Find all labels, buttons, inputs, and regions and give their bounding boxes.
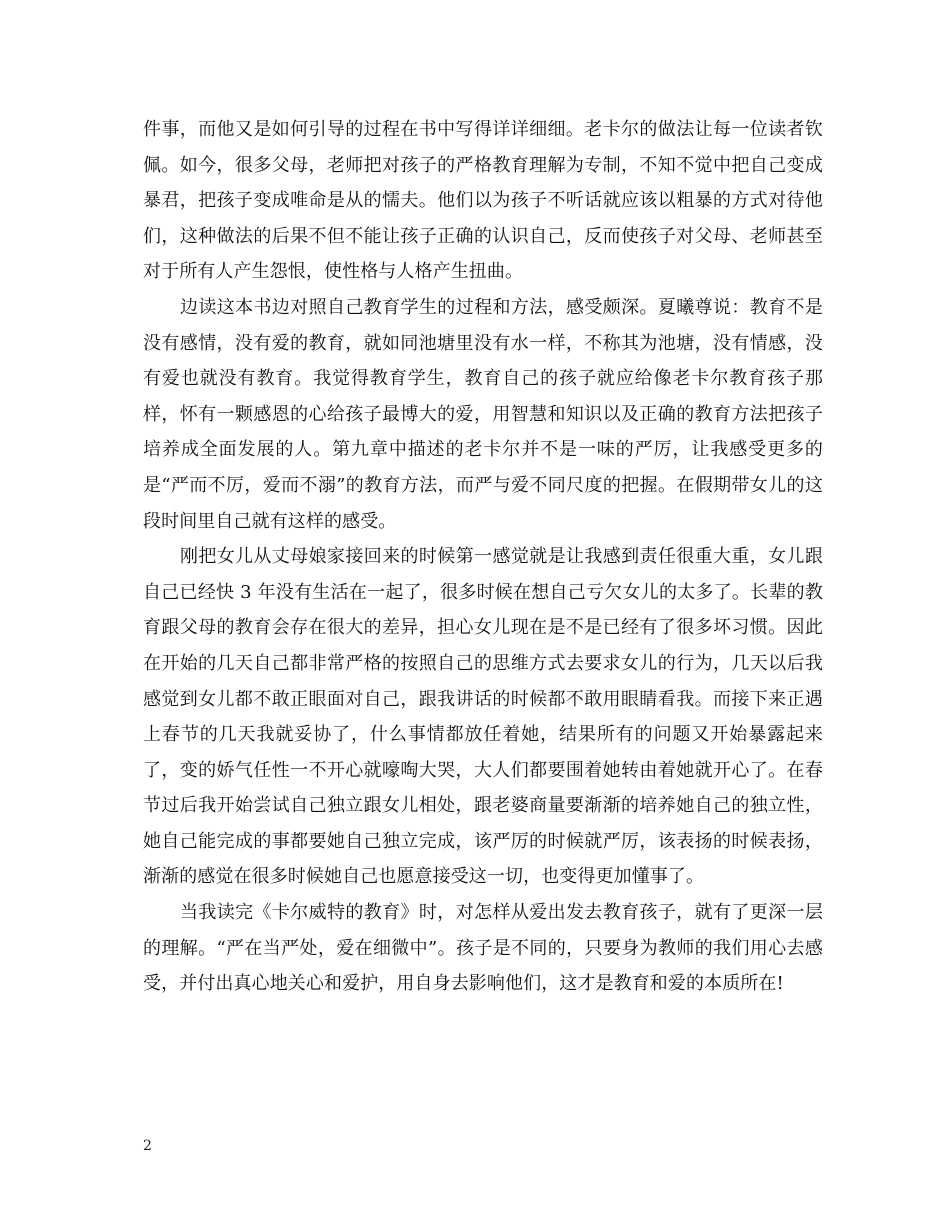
paragraph-3: 刚把女儿从丈母娘家接回来的时候第一感觉就是让我感到责任很重大重，女儿跟自己已经快 3 年没有生活在一起了，很多时候在想自己亏欠女儿的太多了。长辈的教育跟父母的教育会存在很大的差异，担心女儿现在是不是已经有了很多坏习惯。因此在开始的几天自己都非常严格的按照自己的思维方式去要求女儿的行为，几天以后我感觉到女儿都不敢正眼面对自己，跟我讲话的时候都不敢用眼睛看我。而接下来正遇上春节的几天我就妥协了，什么事情都放任着她，结果所有的问题又开始暴露起来了，变的娇气任性一不开心就嚎啕大哭，大人们都要围着她转由着她就开心了。在春节过后我开始尝试自己独立跟女儿相处，跟老婆商量要渐渐的培养她自己的独立性，她自己能完成的事都要她自己独立完成，该严厉的时候就严厉，该表扬的时候表扬，渐渐的感觉在很多时候她自己也愿意接受这一切，也变得更加懂事了。 xyxy=(143,546,823,888)
document-body xyxy=(143,112,823,1002)
paragraph-1: 件事，而他又是如何引导的过程在书中写得详详细细。老卡尔的做法让每一位读者钦佩。如今，很多父母，老师把对孩子的严格教育理解为专制，不知不觉中把自己变成暴君，把孩子变成唯命是从的懦夫。他们以为孩子不听话就应该以粗暴的方式对待他们，这种做法的后果不但不能让孩子正确的认识自己，反而使孩子对父母、老师甚至对于所有人产生怨恨，使性格与人格产生扭曲。 xyxy=(143,119,823,283)
paragraph-4: 当我读完《卡尔威特的教育》时，对怎样从爱出发去教育孩子，就有了更深一层的理解。“严在当严处，爱在细微中”。孩子是不同的，只要身为教师的我们用心去感受，并付出真心地关心和爱护，用自身去影响他们，这才是教育和爱的本质所在! xyxy=(143,902,823,995)
paragraph-2: 边读这本书边对照自己教育学生的过程和方法，感受颇深。夏曦尊说：教育不是没有感情，没有爱的教育，就如同池塘里没有水一样，不称其为池塘，没有情感，没有爱也就没有教育。我觉得教育学生，教育自己的孩子就应给像老卡尔教育孩子那样，怀有一颗感恩的心给孩子最博大的爱，用智慧和知识以及正确的教育方法把孩子培养成全面发展的人。第九章中描述的老卡尔并不是一味的严厉，让我感受更多的是“严而不厉，爱而不溺”的教育方法，而严与爱不同尺度的把握。在假期带女儿的这段时间里自己就有这样的感受。 xyxy=(143,296,823,532)
page-number: 2 xyxy=(143,1138,152,1154)
